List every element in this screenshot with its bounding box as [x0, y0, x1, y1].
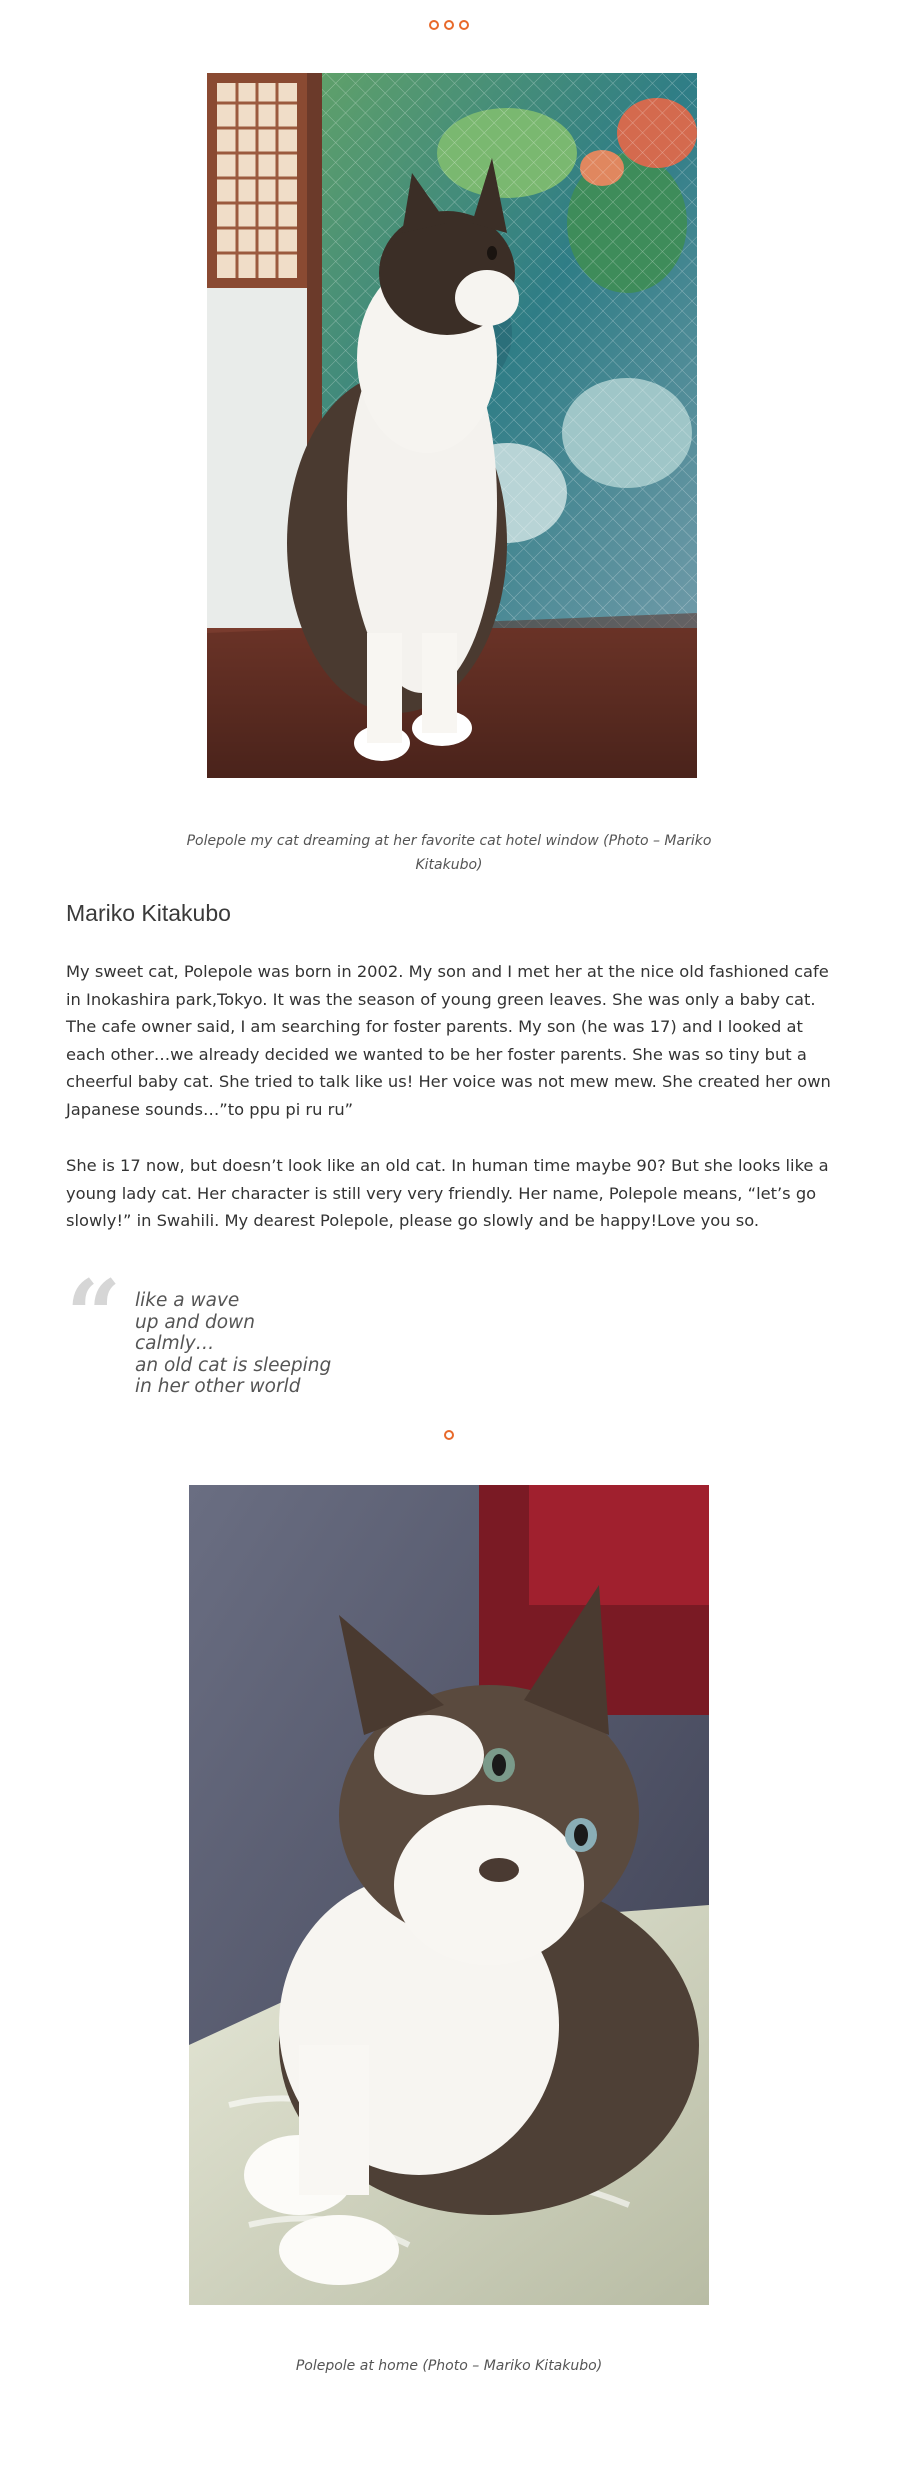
top-divider: [0, 20, 898, 30]
photo-caption: Polepole at home (Photo – Mariko Kitakubo): [295, 2358, 603, 2374]
quote-mark-icon: “: [66, 1259, 122, 1372]
divider-ring-icon: [459, 20, 469, 30]
author-title: Mariko Kitakubo: [66, 900, 231, 926]
divider-ring-icon: [444, 20, 454, 30]
poem-line: in her other world: [135, 1376, 301, 1397]
photo-caption: Polepole my cat dreaming at her favorite cat hotel window (Photo – Mariko Kitakubo): [186, 833, 712, 873]
cat-window-photo: [207, 73, 697, 778]
cat-home-photo: [189, 1485, 709, 2305]
poem-line: an old cat is sleeping: [135, 1354, 332, 1376]
poem-line: like a wave: [135, 1290, 240, 1311]
story-paragraph: She is 17 now, but doesn’t look like an old cat. In human time maybe 90? But she looks like a young lady cat. Her character is still very very friendly. Her name, Polepole means, “let’s go slowly!” in Swahili. My dearest Polepole, please go slowly and be happy!Love you so.: [66, 1156, 829, 1230]
divider-ring-icon: [429, 20, 439, 30]
poem-line: calmly…: [135, 1333, 215, 1354]
haiku-poem: [135, 1290, 331, 1398]
story-paragraph: My sweet cat, Polepole was born in 2002. My son and I met her at the nice old fashioned cafe in Inokashira park,Tokyo. It was the season of young green leaves. She was only a baby cat. The cafe owner said, I am searching for foster parents. My son (he was 17) and I looked at each other…we already decided we wanted to be her foster parents. She was so tiny but a cheerful baby cat. She tried to talk like us! Her voice was not mew mew. She created her own Japanese sounds…”to ppu pi ru ru”: [66, 962, 831, 1119]
poem-line: up and down: [135, 1311, 255, 1333]
section-divider: [0, 1430, 898, 1440]
divider-ring-icon: [444, 1430, 454, 1440]
